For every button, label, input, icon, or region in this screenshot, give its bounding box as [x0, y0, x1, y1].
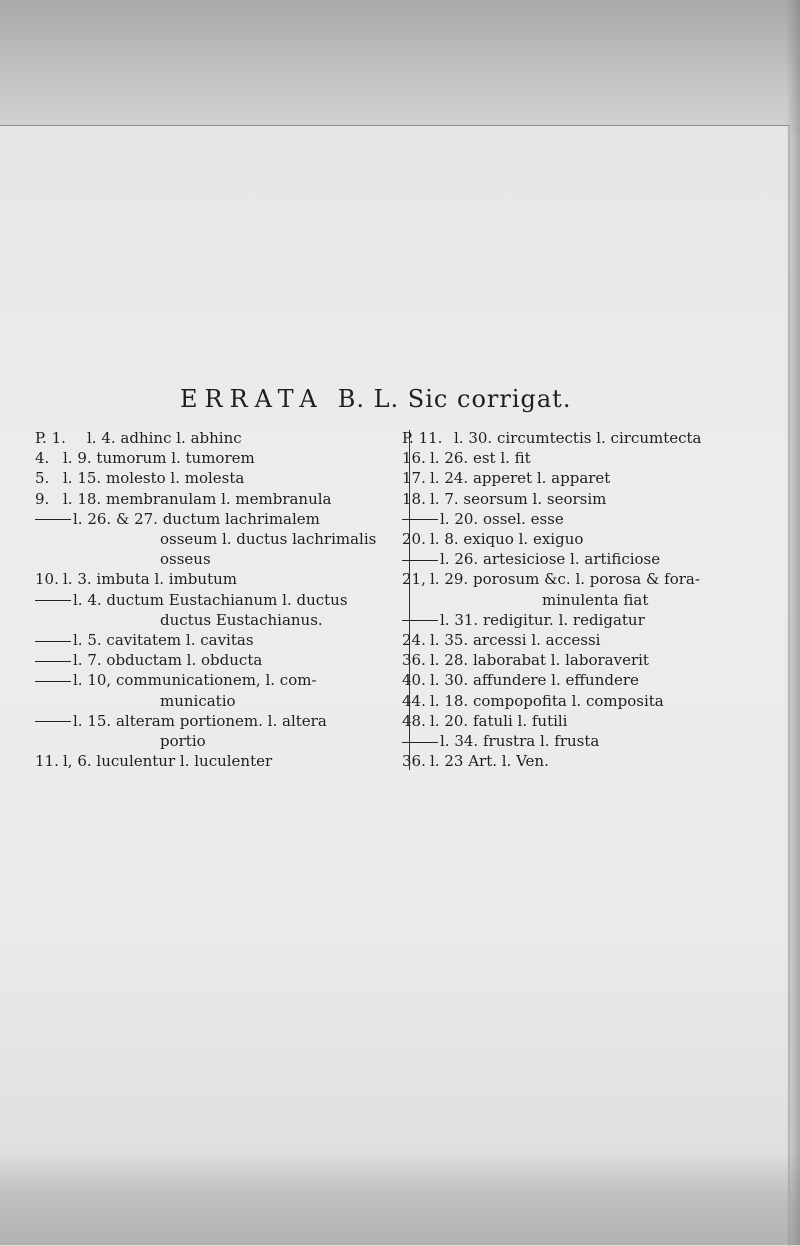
errata-right-column	[402, 428, 787, 771]
line-ref: l. 23	[430, 752, 464, 771]
errata-entry	[402, 610, 787, 630]
errata-entry	[35, 650, 403, 670]
line-ref: l. 3.	[63, 570, 92, 589]
errata-entry	[35, 468, 403, 488]
errata-entry	[402, 549, 787, 569]
errata-entry	[402, 650, 787, 670]
page-ref: 48.	[402, 711, 426, 730]
line-ref: l. 35.	[430, 631, 469, 650]
scan-bottom-shadow	[0, 1150, 800, 1245]
line-ref: l. 30.	[454, 429, 493, 447]
errata-entry	[35, 711, 403, 731]
page-ref: P. 1.	[35, 429, 66, 447]
line-ref: l. 28.	[430, 651, 469, 670]
correction-text: cavitatem l. cavitas	[101, 631, 254, 650]
page-ref: P. 11.	[402, 429, 443, 447]
correction-text: tumorum l. tumorem	[91, 449, 255, 468]
errata-entry	[402, 509, 787, 529]
page-ref: 18.	[402, 489, 426, 508]
line-ref: l. 20.	[430, 711, 469, 730]
line-ref: l. 24.	[430, 469, 469, 488]
correction-continuation: osseum l. ductus lachrimalis	[160, 530, 377, 549]
correction-text: porosum &c. l. porosa & fora-	[468, 570, 700, 589]
correction-text: laborabat l. laboraverit	[468, 651, 649, 670]
errata-left-column	[35, 428, 403, 771]
page-ref: 24.	[402, 631, 426, 650]
errata-entry	[35, 569, 403, 589]
page-ref: 17.	[402, 469, 426, 488]
correction-text: arcessi l. accessi	[468, 631, 601, 650]
ditto-dash	[35, 641, 71, 642]
errata-entry	[402, 569, 787, 589]
ditto-dash	[402, 742, 438, 743]
line-ref: l. 26. & 27.	[73, 509, 158, 528]
correction-continuation: portio	[160, 732, 206, 751]
errata-entry	[402, 630, 787, 650]
correction-text: communicationem, l. com-	[111, 671, 317, 690]
errata-entry	[402, 529, 787, 549]
errata-entry	[35, 590, 403, 610]
correction-text: seorsum l. seorsim	[458, 489, 607, 508]
correction-text: affundere l. effundere	[468, 671, 639, 690]
page-ref: 10.	[35, 570, 59, 589]
page-ref: 21,	[402, 570, 426, 589]
page-ref: 36.	[402, 651, 426, 670]
errata-entry	[35, 670, 403, 690]
errata-heading-rest: B. L. Sic corrigat.	[337, 385, 572, 413]
errata-entry	[35, 630, 403, 650]
correction-text: ductum Eustachianum l. ductus	[101, 590, 348, 609]
ditto-dash	[35, 681, 71, 682]
ditto-dash	[35, 600, 71, 601]
errata-entry	[402, 448, 787, 468]
correction-text: molesto l. molesta	[101, 469, 245, 488]
correction-text: Art. l. Ven.	[463, 752, 549, 771]
ditto-dash	[402, 560, 438, 561]
line-ref: l. 29.	[430, 570, 469, 589]
line-ref: l. 7.	[430, 489, 459, 508]
errata-heading	[180, 385, 640, 413]
page-ref: 11.	[35, 752, 59, 771]
errata-entry	[35, 428, 403, 448]
correction-text: exiquo l. exiguo	[458, 530, 584, 549]
line-ref: l. 31.	[440, 610, 479, 629]
errata-entry	[402, 428, 787, 448]
correction-text: alteram portionem. l. altera	[111, 711, 327, 730]
scan-right-edge	[786, 0, 800, 1245]
page-ref: 20.	[402, 530, 426, 549]
correction-text: adhinc l. abhinc	[115, 429, 242, 447]
correction-text: apperet l. apparet	[468, 469, 611, 488]
line-ref: l. 26.	[440, 550, 479, 569]
page-ref: 40.	[402, 671, 426, 690]
correction-text: imbuta l. imbutum	[91, 570, 237, 589]
line-ref: l. 26.	[430, 449, 469, 468]
correction-text: membranulam l. membranula	[101, 489, 332, 508]
scan-top-margin	[0, 0, 800, 135]
correction-continuation: osseus	[160, 550, 211, 569]
errata-entry	[35, 751, 403, 771]
correction-text: luculentur l. luculenter	[91, 752, 273, 771]
line-ref: l. 18.	[430, 691, 469, 710]
line-ref: l. 5.	[73, 631, 102, 650]
ditto-dash	[35, 519, 71, 520]
line-ref: l. 9.	[63, 449, 92, 468]
correction-continuation: minulenta fiat	[542, 590, 649, 609]
correction-text: ossel. esse	[478, 509, 564, 528]
page-ref: 5.	[35, 469, 50, 488]
correction-text: compopofita l. composita	[468, 691, 664, 710]
line-ref: l. 10,	[73, 671, 112, 690]
line-ref: l, 6.	[63, 752, 92, 771]
correction-text: fatuli l. futili	[468, 711, 568, 730]
ditto-dash	[35, 721, 71, 722]
line-ref: l. 15.	[63, 469, 102, 488]
correction-text: artesiciose l. artificiose	[478, 550, 661, 569]
line-ref: l. 34.	[440, 732, 479, 751]
errata-entry	[35, 489, 403, 509]
correction-text: est l. fit	[468, 449, 531, 468]
errata-entry	[402, 691, 787, 711]
errata-entry	[402, 670, 787, 690]
correction-text: redigitur. l. redigatur	[478, 610, 645, 629]
errata-entry	[402, 489, 787, 509]
page-ref: 44.	[402, 691, 426, 710]
ditto-dash	[402, 620, 438, 621]
errata-heading-caps: ERRATA	[180, 385, 324, 413]
errata-entry	[402, 731, 787, 751]
errata-entry	[402, 751, 787, 771]
ditto-dash	[402, 519, 438, 520]
line-ref: l. 20.	[440, 509, 479, 528]
correction-text: obductam l. obducta	[101, 651, 263, 670]
correction-text: frustra l. frusta	[478, 732, 600, 751]
line-ref: l. 8.	[430, 530, 459, 549]
line-ref: l. 7.	[73, 651, 102, 670]
ditto-dash	[35, 661, 71, 662]
line-ref: l. 30.	[430, 671, 469, 690]
errata-entry	[35, 448, 403, 468]
errata-entry	[402, 468, 787, 488]
page-ref: 4.	[35, 449, 50, 468]
page-ref: 16.	[402, 449, 426, 468]
line-ref: l. 4.	[87, 429, 116, 447]
page-ref: 36.	[402, 752, 426, 771]
line-ref: l. 18.	[63, 489, 102, 508]
correction-text: circumtectis l. circumtecta	[492, 429, 702, 447]
errata-entry	[402, 711, 787, 731]
errata-entry	[35, 509, 403, 529]
line-ref: l. 15.	[73, 711, 112, 730]
correction-text: ductum lachrimalem	[157, 509, 320, 528]
line-ref: l. 4.	[73, 590, 102, 609]
page-ref: 9.	[35, 489, 50, 508]
correction-continuation: ductus Eustachianus.	[160, 610, 323, 629]
correction-continuation: municatio	[160, 691, 236, 710]
